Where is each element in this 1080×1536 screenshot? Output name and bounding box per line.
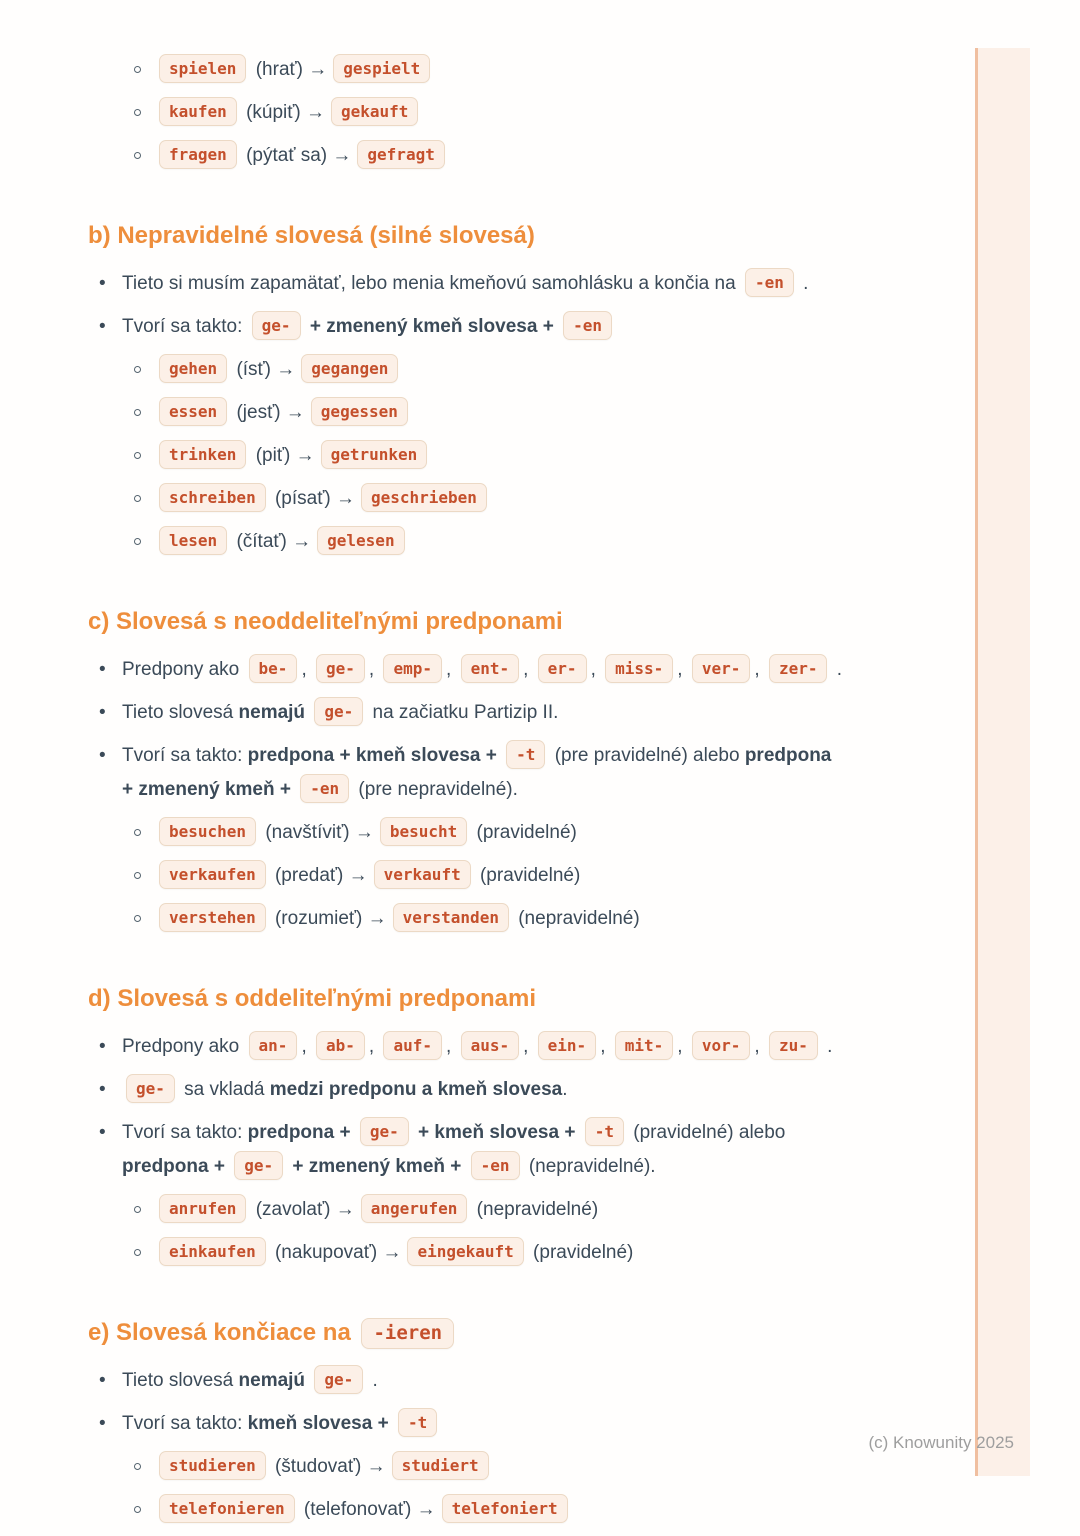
page-margin-strip [975, 48, 1030, 1476]
bullet-item [88, 1364, 962, 1398]
bullet-dot-icon: • [99, 659, 106, 680]
text: (hrať) [250, 59, 309, 80]
text: (pýtať sa) [240, 145, 333, 166]
text: Tvorí sa takto: [122, 1122, 248, 1143]
text: e) Slovesá končiace na [88, 1319, 358, 1346]
text: (jesť) [231, 402, 286, 423]
arrow-icon: → [335, 1199, 355, 1220]
bullet-ring-icon [134, 109, 141, 116]
code-chip: vor- [692, 1031, 751, 1060]
text: (pravidelné) [471, 822, 577, 843]
sub-bullet-item [88, 53, 962, 87]
bullet-ring-icon [134, 538, 141, 545]
bullet-item [88, 1116, 962, 1184]
bullet-ring-icon [134, 1506, 141, 1513]
text: , [523, 1036, 534, 1057]
code-chip: -en [300, 774, 349, 803]
arrow-icon: → [332, 145, 352, 166]
text: (nakupovať) [269, 1242, 383, 1263]
text: Tieto slovesá [122, 1370, 239, 1391]
section-heading [88, 982, 962, 1015]
bullet-ring-icon [134, 915, 141, 922]
bullet-dot-icon: • [99, 745, 106, 766]
code-chip: gegessen [311, 397, 408, 426]
text: , [754, 659, 765, 680]
code-chip: -t [506, 740, 545, 769]
text [305, 1370, 310, 1391]
code-chip: telefoniert [442, 1494, 568, 1523]
text: (pre nepravidelné). [353, 779, 518, 800]
code-chip: an- [249, 1031, 298, 1060]
arrow-icon: → [306, 102, 325, 123]
text: (čítať) [231, 531, 293, 552]
text: (študovať) [269, 1456, 367, 1477]
code-chip: zu- [769, 1031, 818, 1060]
code-chip: ge- [360, 1117, 409, 1146]
bold-text: predpona [744, 745, 832, 766]
text: Predpony ako [122, 659, 245, 680]
text: Tvorí sa takto: [122, 1413, 248, 1434]
bullet-ring-icon [134, 409, 141, 416]
code-chip: verkaufen [159, 860, 266, 889]
code-chip: anrufen [159, 1194, 246, 1223]
code-chip: besucht [380, 817, 467, 846]
arrow-icon: → [367, 908, 387, 929]
text: (navštíviť) [260, 822, 355, 843]
code-chip: essen [159, 397, 227, 426]
code-chip: mit- [615, 1031, 674, 1060]
content [88, 44, 962, 1536]
code-chip: zer- [769, 654, 828, 683]
sub-bullet-item [88, 816, 962, 850]
bullet-item [88, 267, 962, 301]
text: (písať) [269, 488, 336, 509]
text: , [590, 659, 602, 680]
arrow-icon: → [285, 402, 305, 423]
code-chip: ge- [126, 1074, 175, 1103]
arrow-icon: → [335, 488, 355, 509]
code-chip: ge- [252, 311, 301, 340]
code-chip: ab- [316, 1031, 365, 1060]
code-chip: gefragt [357, 140, 444, 169]
text: Tvorí sa takto: [122, 745, 248, 766]
code-chip: studieren [159, 1451, 266, 1480]
code-chip: schreiben [159, 483, 266, 512]
text: c) Slovesá s neoddeliteľnými predponami [88, 608, 563, 635]
code-chip: -ieren [361, 1318, 454, 1349]
text: Predpony ako [122, 1036, 245, 1057]
arrow-icon: → [308, 59, 328, 80]
text: (pravidelné) [474, 865, 581, 886]
bullet-item [88, 739, 962, 807]
text: . [562, 1079, 568, 1100]
text: (ísť) [231, 359, 277, 380]
code-chip: einkaufen [159, 1237, 266, 1266]
code-chip: verstehen [159, 903, 266, 932]
text: , [677, 659, 688, 680]
bullet-dot-icon: • [99, 316, 106, 337]
bullet-dot-icon: • [99, 1413, 106, 1434]
code-chip: miss- [605, 654, 673, 683]
text: d) Slovesá s oddeliteľnými predponami [88, 985, 537, 1012]
bullet-dot-icon: • [99, 1122, 106, 1143]
arrow-icon: → [416, 1499, 436, 1520]
code-chip: -en [563, 311, 612, 340]
arrow-icon: → [382, 1242, 402, 1263]
text: , [677, 1036, 688, 1057]
text: . [831, 659, 843, 680]
code-chip: er- [538, 654, 587, 683]
text: Tieto si musím zapamätať, lebo menia kmeňovú samohlásku a končia na [122, 273, 741, 294]
text: , [446, 1036, 457, 1057]
text: , [754, 1036, 765, 1057]
bullet-ring-icon [134, 366, 141, 373]
bullet-item [88, 696, 962, 730]
arrow-icon: → [366, 1456, 386, 1477]
code-chip: gelesen [317, 526, 404, 555]
bold-text: predpona + [247, 1122, 356, 1143]
code-chip: ge- [314, 1365, 363, 1394]
arrow-icon: → [354, 822, 374, 843]
bold-text: predpona + kmeň slovesa + [247, 745, 503, 766]
bullet-ring-icon [134, 66, 141, 73]
sub-bullet-item [88, 1450, 962, 1484]
code-chip: ge- [234, 1151, 283, 1180]
text: (zavolať) [250, 1199, 336, 1220]
text: (kúpiť) [240, 102, 306, 123]
text: Tieto slovesá [122, 702, 239, 723]
text: , [523, 659, 534, 680]
sub-bullet-item [88, 482, 962, 516]
code-chip: lesen [159, 526, 227, 555]
code-chip: -t [398, 1408, 437, 1437]
bullet-ring-icon [134, 1206, 141, 1213]
bold-text: + zmenený kmeň slovesa + [304, 316, 560, 337]
arrow-icon: → [348, 865, 368, 886]
section-heading [88, 605, 962, 638]
code-chip: gehen [159, 354, 227, 383]
bullet-dot-icon: • [99, 1370, 106, 1391]
sub-bullet-item [88, 139, 962, 173]
text: na začiatku Partizip II. [367, 702, 559, 723]
bullet-item [88, 310, 962, 344]
code-chip: -t [585, 1117, 624, 1146]
sub-bullet-item [88, 96, 962, 130]
bold-text: + kmeň slovesa + [412, 1122, 581, 1143]
code-chip: ein- [538, 1031, 597, 1060]
code-chip: ge- [314, 697, 363, 726]
text: , [446, 659, 457, 680]
sub-bullet-item [88, 1236, 962, 1270]
code-chip: ver- [692, 654, 751, 683]
text: (pre pravidelné) alebo [549, 745, 745, 766]
text: (pravidelné) [527, 1242, 634, 1263]
code-chip: gegangen [301, 354, 398, 383]
code-chip: trinken [159, 440, 246, 469]
text: , [301, 1036, 312, 1057]
bold-text: + zmenený kmeň + [122, 779, 297, 800]
text: (pravidelné) alebo [628, 1122, 786, 1143]
sub-bullet-item [88, 396, 962, 430]
text: , [368, 659, 380, 680]
bullet-item [88, 1407, 962, 1441]
code-chip: getrunken [321, 440, 428, 469]
text: . [367, 1370, 378, 1391]
bullet-item [88, 653, 962, 687]
sub-bullet-item [88, 353, 962, 387]
copyright-footer: (c) Knowunity 2025 [868, 1433, 1014, 1452]
text: . [821, 1036, 833, 1057]
bullet-dot-icon: • [99, 273, 106, 294]
code-chip: verkauft [374, 860, 471, 889]
text: (piť) [250, 445, 296, 466]
code-chip: emp- [383, 654, 442, 683]
text: (telefonovať) [298, 1499, 417, 1520]
bullet-ring-icon [134, 829, 141, 836]
sub-bullet-item [88, 902, 962, 936]
code-chip: aus- [461, 1031, 520, 1060]
text: , [600, 1036, 611, 1057]
code-chip: eingekauft [407, 1237, 523, 1266]
code-chip: studiert [392, 1451, 489, 1480]
sub-bullet-item [88, 1193, 962, 1227]
bold-text: nemajú [238, 702, 306, 723]
code-chip: gespielt [333, 54, 430, 83]
code-chip: ent- [461, 654, 520, 683]
arrow-icon: → [292, 531, 312, 552]
bullet-ring-icon [134, 872, 141, 879]
bullet-item [88, 1030, 962, 1064]
text: . [797, 273, 809, 294]
code-chip: besuchen [159, 817, 256, 846]
bold-text: kmeň slovesa + [247, 1413, 394, 1434]
code-chip: geschrieben [361, 483, 487, 512]
code-chip: -en [745, 268, 794, 297]
code-chip: telefonieren [159, 1494, 295, 1523]
section-heading [88, 1316, 962, 1349]
arrow-icon: → [295, 445, 315, 466]
text: (nepravidelné) [512, 908, 640, 929]
code-chip: auf- [383, 1031, 442, 1060]
bullet-ring-icon [134, 152, 141, 159]
sub-bullet-item [88, 859, 962, 893]
bold-text: medzi predponu a kmeň slovesa [269, 1079, 563, 1100]
arrow-icon: → [276, 359, 296, 380]
sub-bullet-item [88, 525, 962, 559]
text: (nepravidelné). [523, 1156, 656, 1177]
bullet-ring-icon [134, 452, 141, 459]
code-chip: -en [471, 1151, 520, 1180]
bullet-dot-icon: • [99, 702, 106, 723]
text: (predať) [269, 865, 349, 886]
code-chip: ge- [316, 654, 365, 683]
bullet-item [88, 1073, 962, 1107]
bullet-dot-icon: • [99, 1036, 106, 1057]
code-chip: spielen [159, 54, 246, 83]
text: b) Nepravidelné slovesá (silné slovesá) [88, 222, 535, 249]
text [305, 702, 310, 723]
text: sa vkladá [178, 1079, 270, 1100]
text: (rozumieť) [269, 908, 368, 929]
text: , [301, 659, 312, 680]
bullet-ring-icon [134, 1249, 141, 1256]
bold-text: + zmenený kmeň + [287, 1156, 467, 1177]
code-chip: angerufen [361, 1194, 468, 1223]
bullet-ring-icon [134, 495, 141, 502]
text: Tvorí sa takto: [122, 316, 248, 337]
code-chip: verstanden [393, 903, 509, 932]
section-heading [88, 219, 962, 252]
text: , [368, 1036, 380, 1057]
sub-bullet-item [88, 1493, 962, 1527]
bullet-dot-icon: • [99, 1079, 106, 1100]
code-chip: kaufen [159, 97, 237, 126]
bullet-ring-icon [134, 1463, 141, 1470]
text: (nepravidelné) [471, 1199, 599, 1220]
code-chip: be- [249, 654, 298, 683]
sub-bullet-item [88, 439, 962, 473]
bold-text: nemajú [238, 1370, 306, 1391]
code-chip: gekauft [331, 97, 418, 126]
code-chip: fragen [159, 140, 237, 169]
bold-text: predpona + [122, 1156, 231, 1177]
